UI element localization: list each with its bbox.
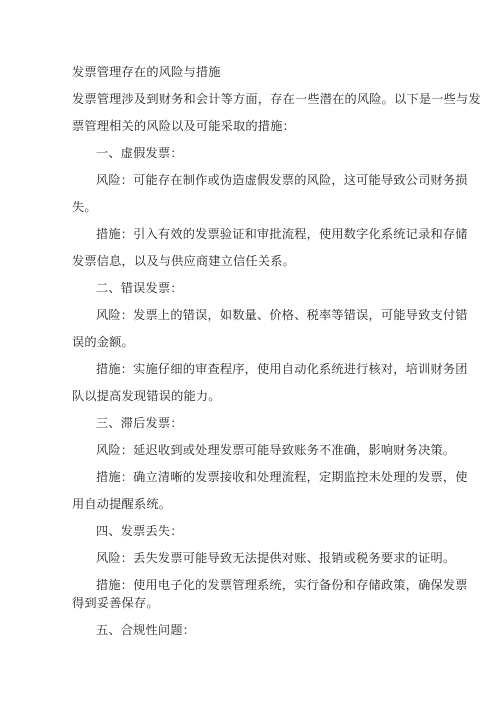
intro-line-2: 票管理相关的风险以及可能采取的措施：	[72, 119, 295, 133]
section-heading: 四、发票丢失：	[96, 524, 183, 538]
risk-line: 风险：丢失发票可能导致无法提供对账、报销或税务要求的证明。	[96, 551, 456, 565]
measure-line: 措施：使用电子化的发票管理系统，实行备份和存储政策，确保发票	[96, 578, 468, 592]
section-heading: 三、滞后发票：	[96, 416, 183, 430]
risk-line: 风险：延迟收到或处理发票可能导致账务不准确，影响财务决策。	[96, 443, 456, 457]
risk-line: 风险：可能存在制作或伪造虚假发票的风险，这可能导致公司财务损	[96, 173, 468, 187]
measure-line: 用自动提醒系统。	[72, 497, 172, 511]
measure-line: 队以提高发现错误的能力。	[72, 389, 221, 403]
section-heading: 五、合规性问题：	[96, 623, 196, 637]
section-heading: 二、错误发票：	[96, 281, 183, 295]
risk-line: 误的金额。	[72, 335, 134, 349]
measure-line: 得到妥善保存。	[72, 596, 159, 610]
measure-line: 措施：引入有效的发票验证和审批流程，使用数字化系统记录和存储	[96, 227, 468, 241]
risk-line: 风险：发票上的错误，如数量、价格、税率等错误，可能导致支付错	[96, 308, 468, 322]
section-heading: 一、虚假发票：	[96, 146, 183, 160]
risk-line: 失。	[72, 200, 97, 214]
intro-line-1: 发票管理涉及到财务和会计等方面，存在一些潜在的风险。以下是一些与发	[72, 92, 481, 106]
doc-title: 发票管理存在的风险与措施	[72, 65, 221, 79]
measure-line: 措施：实施仔细的审查程序，使用自动化系统进行核对，培训财务团	[96, 362, 468, 376]
measure-line: 发票信息，以及与供应商建立信任关系。	[72, 254, 295, 268]
measure-line: 措施：确立清晰的发票接收和处理流程，定期监控未处理的发票，使	[96, 470, 468, 484]
